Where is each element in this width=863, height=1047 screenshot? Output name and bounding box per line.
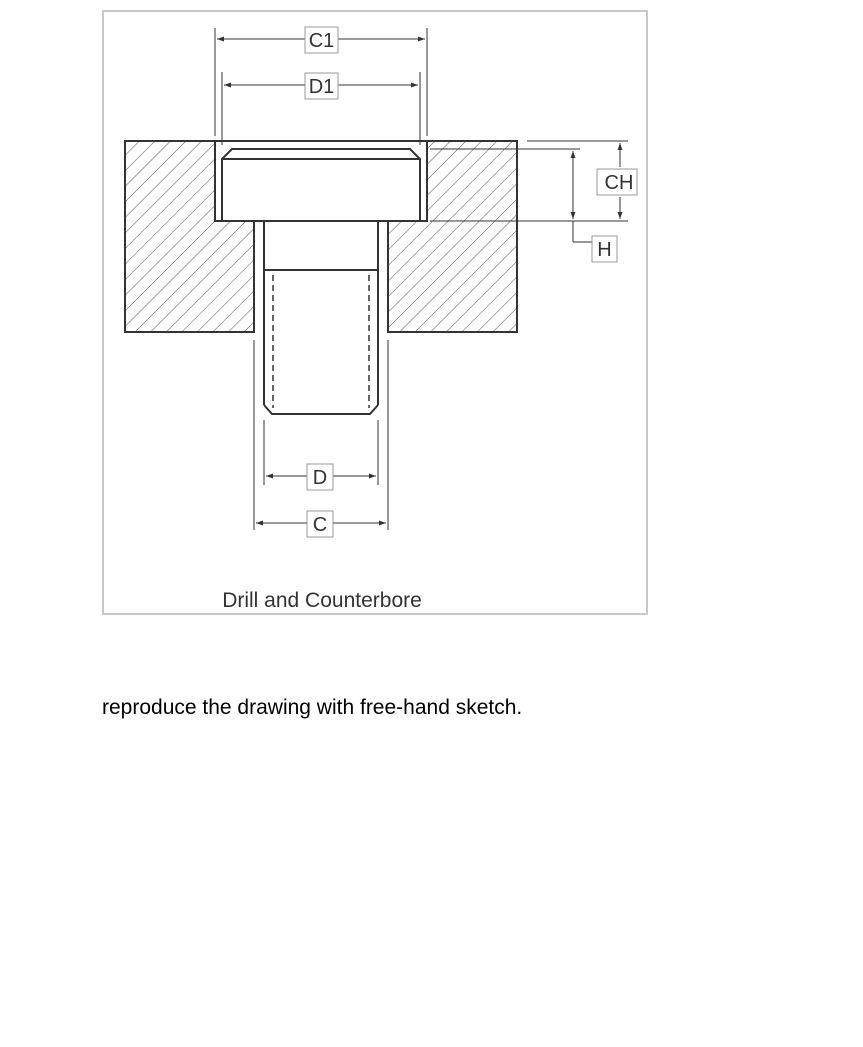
workpiece-right-hatch bbox=[388, 141, 517, 332]
label-ch: CH bbox=[604, 172, 634, 194]
thread-hidden-lines bbox=[273, 275, 369, 408]
label-d1: D1 bbox=[308, 76, 335, 98]
instruction-text: reproduce the drawing with free-hand sketch. bbox=[102, 696, 523, 719]
workpiece-left-hatch bbox=[125, 141, 254, 332]
workpiece-section bbox=[125, 141, 517, 332]
label-d: D bbox=[312, 467, 328, 489]
screw-shank bbox=[264, 221, 378, 414]
label-c1: C1 bbox=[308, 30, 335, 52]
label-h: H bbox=[597, 239, 612, 261]
figure-caption: Drill and Counterbore bbox=[222, 589, 422, 612]
screw-tip bbox=[264, 405, 378, 414]
counterbore-pocket bbox=[215, 141, 427, 221]
label-c: C bbox=[312, 514, 328, 536]
